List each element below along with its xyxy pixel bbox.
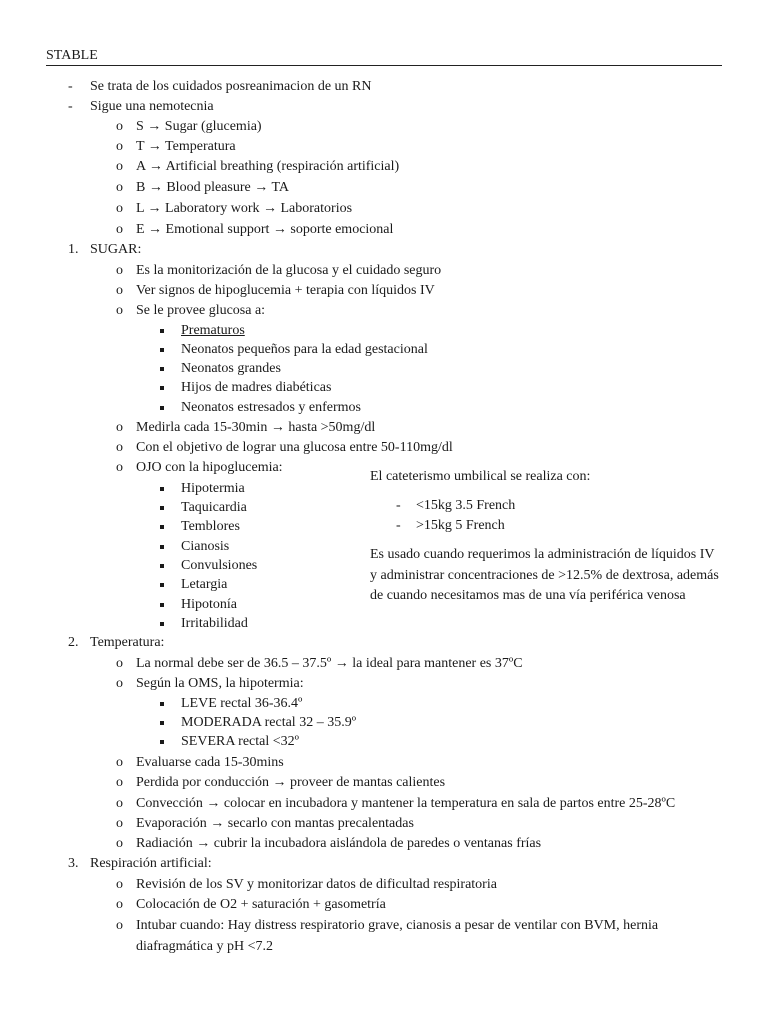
mnemonic-item: L → Laboratory work → Laboratorios [136, 201, 353, 216]
circle-bullet: o [116, 283, 123, 298]
circle-bullet: o [116, 460, 123, 475]
circle-bullet: o [116, 159, 123, 174]
circle-bullet: o [116, 139, 123, 154]
square-bullet [160, 525, 164, 529]
square-bullet [160, 564, 164, 568]
circle-bullet: o [116, 676, 123, 691]
circle-bullet: o [116, 796, 123, 811]
list-item: Con el objetivo de lograr una glucosa entre 50-110mg/dl [136, 440, 453, 455]
circle-bullet: o [116, 836, 123, 851]
sidebar-heading: El cateterismo umbilical se realiza con: [370, 469, 591, 484]
square-bullet [160, 622, 164, 626]
list-item: Temblores [181, 519, 240, 534]
list-item: Letargia [181, 577, 228, 592]
list-item: Neonatos grandes [181, 361, 281, 376]
list-item: Hijos de madres diabéticas [181, 380, 332, 395]
dash-bullet: - [396, 518, 401, 533]
list-item: MODERADA rectal 32 – 35.9º [181, 715, 357, 730]
circle-bullet: o [116, 263, 123, 278]
sidebar-paragraph-line: de cuando necesitamos mas de una vía periférica venosa [370, 588, 686, 603]
list-item: Prematuros [181, 323, 245, 338]
mnemonic-item: T → Temperatura [136, 139, 236, 154]
list-item: Taquicardia [181, 500, 247, 515]
square-bullet [160, 583, 164, 587]
list-item: Se le provee glucosa a: [136, 303, 266, 318]
list-item: La normal debe ser de 36.5 – 37.5º → la ideal para mantener es 37ºC [136, 656, 523, 671]
dash-bullet: - [396, 498, 401, 513]
list-item: SEVERA rectal <32º [181, 734, 299, 749]
list-item: Intubar cuando: Hay distress respiratorio grave, cianosis a pesar de ventilar con BVM, hernia [136, 918, 659, 933]
list-item: Evaporación → secarlo con mantas precalentadas [136, 816, 414, 831]
square-bullet [160, 487, 164, 491]
list-item: Cianosis [181, 539, 230, 554]
list-item: Convulsiones [181, 558, 258, 573]
square-bullet [160, 702, 164, 706]
list-item: Ver signos de hipoglucemia + terapia con líquidos IV [136, 283, 435, 298]
dash-bullet: - [68, 99, 73, 114]
circle-bullet: o [116, 775, 123, 790]
section-heading: Temperatura: [90, 635, 165, 650]
circle-bullet: o [116, 201, 123, 216]
list-item: Revisión de los SV y monitorizar datos de dificultad respiratoria [136, 877, 497, 892]
list-item: Medirla cada 15-30min → hasta >50mg/dl [136, 420, 376, 435]
circle-bullet: o [116, 440, 123, 455]
circle-bullet: o [116, 897, 123, 912]
square-bullet [160, 367, 164, 371]
intro-line: Sigue una nemotecnia [90, 99, 214, 114]
section-heading: Respiración artificial: [90, 856, 212, 871]
list-item: OJO con la hipoglucemia: [136, 460, 283, 475]
circle-bullet: o [116, 755, 123, 770]
dash-bullet: - [68, 79, 73, 94]
circle-bullet: o [116, 420, 123, 435]
list-item: Convección → colocar en incubadora y mantener la temperatura en sala de partos entre 25-28ºC [136, 796, 676, 811]
circle-bullet: o [116, 877, 123, 892]
circle-bullet: o [116, 816, 123, 831]
circle-bullet: o [116, 222, 123, 237]
circle-bullet: o [116, 180, 123, 195]
circle-bullet: o [116, 656, 123, 671]
list-item: LEVE rectal 36-36.4º [181, 696, 303, 711]
sidebar-paragraph-line: Es usado cuando requerimos la administración de líquidos IV [370, 547, 715, 562]
list-item: Colocación de O2 + saturación + gasometría [136, 897, 386, 912]
list-item: Neonatos estresados y enfermos [181, 400, 362, 415]
page-title: STABLE [46, 47, 722, 66]
square-bullet [160, 386, 164, 390]
square-bullet [160, 348, 164, 352]
list-item: Evaluarse cada 15-30mins [136, 755, 284, 770]
sidebar-item: <15kg 3.5 French [416, 498, 516, 513]
square-bullet [160, 603, 164, 607]
section-number: 1. [68, 242, 79, 257]
intro-line: Se trata de los cuidados posreanimacion de un RN [90, 79, 372, 94]
circle-bullet: o [116, 303, 123, 318]
square-bullet [160, 740, 164, 744]
circle-bullet: o [116, 918, 123, 933]
list-item: Radiación → cubrir la incubadora aislándola de paredes o ventanas frías [136, 836, 542, 851]
square-bullet [160, 506, 164, 510]
list-item: Es la monitorización de la glucosa y el cuidado seguro [136, 263, 442, 278]
mnemonic-item: B → Blood pleasure → TA [136, 180, 289, 195]
sidebar-item: >15kg 5 French [416, 518, 505, 533]
list-item-continuation: diafragmática y pH <7.2 [136, 939, 273, 954]
list-item: Hipotonía [181, 597, 237, 612]
list-item: Neonatos pequeños para la edad gestacional [181, 342, 428, 357]
list-item: Perdida por conducción → proveer de mantas calientes [136, 775, 446, 790]
circle-bullet: o [116, 119, 123, 134]
square-bullet [160, 406, 164, 410]
list-item: Irritabilidad [181, 616, 248, 631]
sidebar-paragraph-line: y administrar concentraciones de >12.5% de dextrosa, además [370, 568, 719, 583]
square-bullet [160, 329, 164, 333]
list-item: Hipotermia [181, 481, 245, 496]
section-number: 2. [68, 635, 79, 650]
square-bullet [160, 545, 164, 549]
list-item: Según la OMS, la hipotermia: [136, 676, 304, 691]
mnemonic-item: E → Emotional support → soporte emocional [136, 222, 394, 237]
mnemonic-item: S → Sugar (glucemia) [136, 119, 262, 134]
mnemonic-item: A → Artificial breathing (respiración artificial) [136, 159, 400, 174]
square-bullet [160, 721, 164, 725]
section-number: 3. [68, 856, 79, 871]
section-heading: SUGAR: [90, 242, 142, 257]
